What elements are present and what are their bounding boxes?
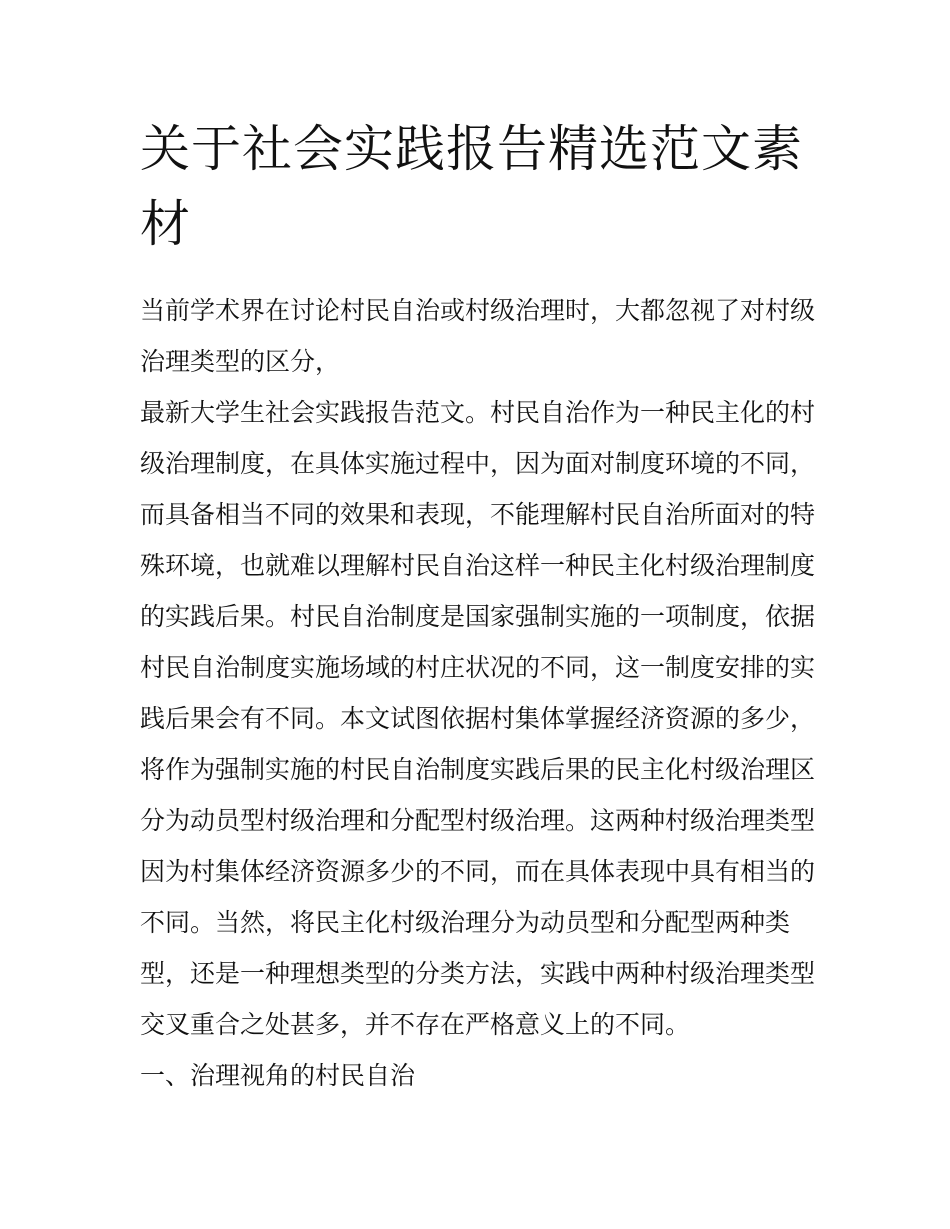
paragraph-main: 最新大学生社会实践报告范文。村民自治作为一种民主化的村级治理制度，在具体实施过程中，因为面对制度环境的不同，而具备相当不同的效果和表现，不能理解村民自治所面对的特殊环境，也就难以理解村民自治这样一种民主化村级治理制度的实践后果。村民自治制度是国家强制实施的一项制度，依据村民自治制度实施场域的村庄状况的不同，这一制度安排的实践后果会有不同。本文试图依据村集体掌握经济资源的多少，将作为强制实施的村民自治制度实践后果的民主化村级治理区分为动员型村级治理和分配型村级治理。这两种村级治理类型因为村集体经济资源多少的不同，而在具体表现中具有相当的不同。当然，将民主化村级治理分为动员型和分配型两种类型，还是一种理想类型的分类方法，实践中两种村级治理类型交叉重合之处甚多，并不存在严格意义上的不同。 [140, 398, 816, 1039]
section-heading: 一、治理视角的村民自治 [140, 1061, 416, 1090]
paragraph-intro: 当前学术界在讨论村民自治或村级治理时，大都忽视了对村级治理类型的区分， [140, 296, 816, 376]
document-content [140, 112, 820, 1101]
document-title: 关于社会实践报告精选范文素材 [140, 120, 803, 253]
document-body [140, 285, 820, 1101]
